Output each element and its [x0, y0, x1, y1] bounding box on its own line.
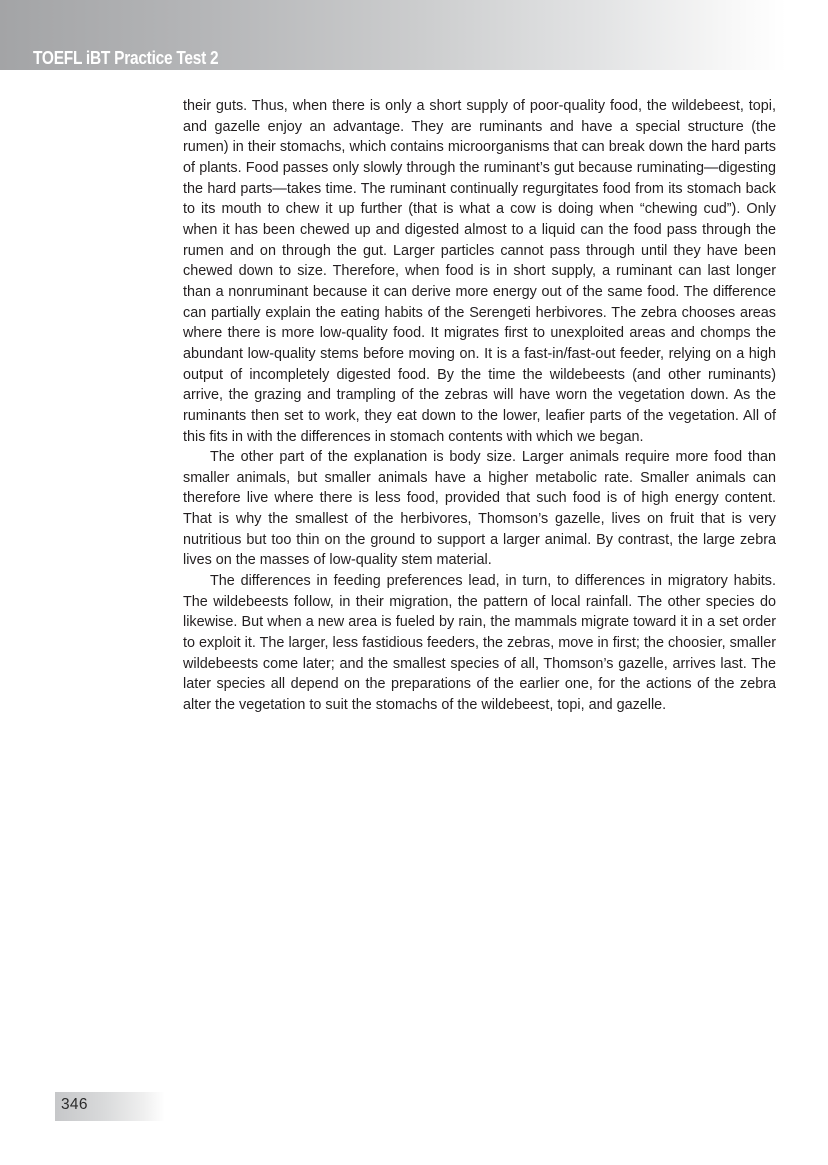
- paragraph-1: their guts. Thus, when there is only a short supply of poor-quality food, the wildebeest, topi, and gazelle enjoy an advantage. They are ruminants and have a special structure (the rumen) in their stomachs, which contains microorganisms that can break down the hard parts of plants. Food passes only slowly through the ruminant’s gut because ruminating—digesting the hard parts—takes time. The ruminant continually regurgitates food from its stomach back to its mouth to chew it up further (that is what a cow is doing when “chewing cud”). Only when it has been chewed up and digested almost to a liquid can the food pass through the rumen and on through the gut. Larger particles cannot pass through until they have been chewed down to size. Therefore, when food is in short supply, a ruminant can last longer than a nonruminant because it can derive more energy out of the same food. The difference can partially explain the eating habits of the Serengeti herbivores. The zebra chooses areas where there is more low-quality food. It migrates first to unexploited areas and chomps the abundant low-quality stems before moving on. It is a fast-in/fast-out feeder, relying on a high output of incompletely digested food. By the time the wildebeests (and other ruminants) arrive, the grazing and trampling of the zebras will have worn the vegetation down. As the ruminants then set to work, they eat down to the lower, leafier parts of the vegetation. All of this fits in with the differences in stomach contents with which we began.: [183, 98, 776, 445]
- page-number-box: [55, 1092, 165, 1121]
- passage-body: [183, 96, 776, 716]
- header-band: [0, 0, 828, 70]
- page-number: 346: [61, 1096, 88, 1113]
- paragraph-2: The other part of the explanation is body size. Larger animals require more food than smaller animals, but smaller animals have a higher metabolic rate. Smaller animals can therefore live where there is less food, provided that such food is of high energy content. That is why the smallest of the herbivores, Thomson’s gazelle, lives on fruit that is very nutritious but too thin on the ground to support a larger animal. By contrast, the large zebra lives on the masses of low-quality stem material.: [183, 449, 776, 569]
- paragraph-3: The differences in feeding preferences lead, in turn, to differences in migratory habits. The wildebeests follow, in their migration, the pattern of local rainfall. The other species do likewise. But when a new area is fueled by rain, the mammals migrate toward it in a set order to exploit it. The larger, less fastidious feeders, the zebras, move in first; the choosier, smaller wildebeests come later; and the smallest species of all, Thomson’s gazelle, arrives last. The later species all depend on the preparations of the earlier one, for the actions of the zebra alter the vegetation to suit the stomachs of the wildebeest, topi, and gazelle.: [183, 573, 776, 714]
- running-header-title: TOEFL iBT Practice Test 2: [33, 48, 219, 68]
